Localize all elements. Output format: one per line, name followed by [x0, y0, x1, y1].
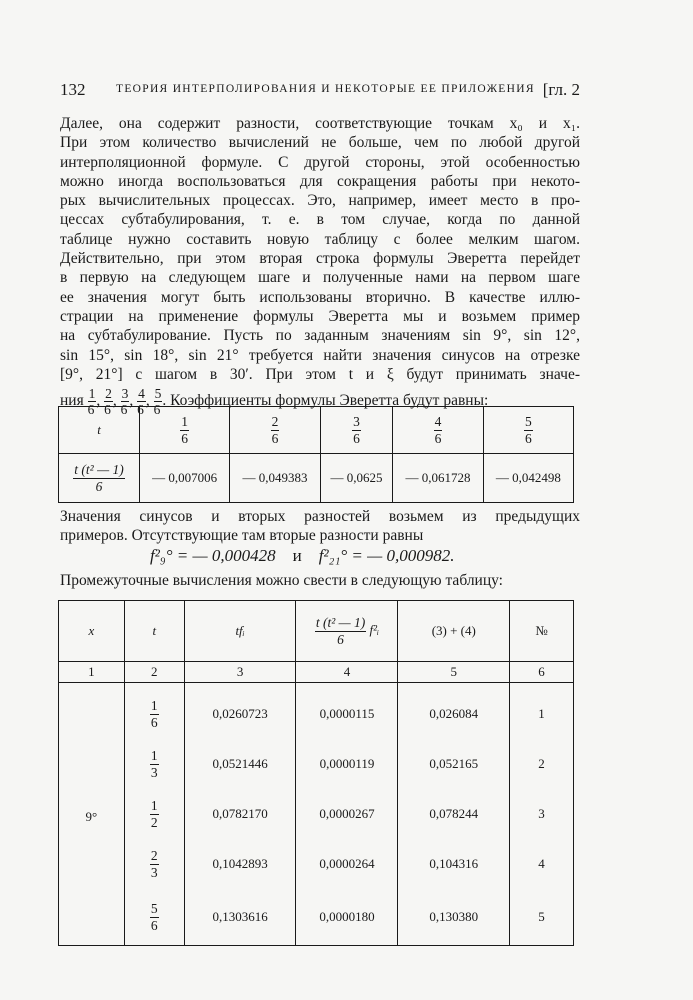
- table-cell: $\frac{\text{t (t² — 1)}}{6}$: [59, 454, 140, 503]
- c4-value: 0,0000180: [296, 889, 398, 946]
- text-line: рых вычислительных процессах. Это, например, имеет место в про-: [60, 192, 580, 210]
- table-row: [59, 454, 574, 503]
- text-line: Далее, она содержит разности, соответствующие точкам x₀ и x₁.: [60, 115, 580, 132]
- tf-value: 0,1303616: [184, 889, 296, 946]
- text-line: ее значения могут быть использованы вторично. В качестве иллю-: [60, 288, 580, 306]
- column-number-row: [59, 662, 574, 683]
- fraction: $\frac{2}{6}$: [104, 385, 112, 418]
- running-header: [60, 80, 580, 102]
- c4-value: 0,0000267: [296, 789, 398, 839]
- section-label: [гл. 2: [542, 80, 580, 99]
- table-row: [59, 407, 574, 454]
- c4-value: 0,0000119: [296, 739, 398, 789]
- table-cell: $\frac{5}{6}$: [483, 407, 573, 454]
- table-cell: $\frac{3}{6}$: [320, 407, 393, 454]
- x-value: 9°: [59, 683, 125, 946]
- c5-value: 0,104316: [398, 839, 510, 889]
- table-row: [59, 739, 574, 789]
- table-cell: — 0,049383: [230, 454, 320, 503]
- table-cell: — 0,007006: [140, 454, 230, 503]
- table-cell: — 0,061728: [393, 454, 483, 503]
- tf-value: 0,0521446: [184, 739, 296, 789]
- intermediate-calculations-table: [58, 600, 574, 946]
- tf-value: 0,0260723: [184, 683, 296, 740]
- text-line: примеров. Отсутствующие там вторые разности равны: [60, 527, 424, 545]
- text-suffix: . Коэффициенты формулы Эверетта будут равны:: [162, 392, 489, 410]
- c4-value: 0,0000115: [296, 683, 398, 740]
- table-cell: — 0,042498: [483, 454, 573, 503]
- tf-value: 0,0782170: [184, 789, 296, 839]
- header-x: x: [59, 601, 125, 662]
- tf-value: 0,1042893: [184, 839, 296, 889]
- text-line: [9°, 21°] с шагом в 30′. При этом t и ξ будут принимать значе-: [60, 365, 580, 383]
- t-value: $\frac{1}{2}$: [124, 789, 184, 839]
- col-number: 4: [296, 662, 398, 683]
- t-value: $\frac{1}{3}$: [124, 739, 184, 789]
- col-number: 1: [59, 662, 125, 683]
- header-c4: $\frac{\text{t (t² — 1)}}{6}$ f²ᵢ: [296, 601, 398, 662]
- row-number: 2: [510, 739, 574, 789]
- row-number: 5: [510, 889, 574, 946]
- text-line: на субтабулирование. Пусть по заданным значениям sin 9°, sin 12°,: [60, 327, 580, 345]
- text-line: в первую на следующем шаге и полученные нами на первом шаге: [60, 269, 580, 287]
- c5-value: 0,052165: [398, 739, 510, 789]
- table-cell: $\frac{1}{6}$: [140, 407, 230, 454]
- text-line: При этом количество вычислений не больше, чем по любой другой: [60, 134, 580, 152]
- table-row: [59, 683, 574, 740]
- t-value: $\frac{5}{6}$: [124, 889, 184, 946]
- c5-value: 0,130380: [398, 889, 510, 946]
- table-row: [59, 889, 574, 946]
- text-line: можно иногда воспользоваться для сокращения работы при некото-: [60, 172, 580, 190]
- t-value: $\frac{2}{3}$: [124, 839, 184, 889]
- table-cell: $\frac{2}{6}$: [230, 407, 320, 454]
- page-number: 132: [60, 80, 86, 99]
- text-line-fractions: ния $\frac{1}{6}$ , $\frac{2}{6}$ , $\frac{3}{6}$ , $\frac{4}{6}$ , $\frac{5}{6}$ . Коэффициенты формулы Эверетта будут равны:: [60, 385, 489, 418]
- text-line: таблице нужно составить новую таблицу с более мелким шагом.: [60, 230, 580, 248]
- header-tf: tfᵢ: [184, 601, 296, 662]
- everett-coefficients-table: [58, 406, 574, 503]
- c5-value: 0,026084: [398, 683, 510, 740]
- row-number: 4: [510, 839, 574, 889]
- header-t: t: [124, 601, 184, 662]
- table-cell: $\frac{4}{6}$: [393, 407, 483, 454]
- row-number: 3: [510, 789, 574, 839]
- table-cell: t: [59, 407, 140, 454]
- table-row: [59, 789, 574, 839]
- equation-left: f²₉° = — 0,000428: [150, 546, 276, 565]
- header-c5: (3) + (4): [398, 601, 510, 662]
- fraction: $\frac{1}{6}$: [87, 385, 96, 418]
- c4-value: 0,0000264: [296, 839, 398, 889]
- row-number: 1: [510, 683, 574, 740]
- equation-right: f²₂₁° = — 0,000982.: [318, 546, 455, 565]
- c5-value: 0,078244: [398, 789, 510, 839]
- text-prefix: ния: [60, 392, 84, 410]
- equation: [150, 546, 455, 566]
- running-title: ТЕОРИЯ ИНТЕРПОЛИРОВАНИЯ И НЕКОТОРЫЕ ЕЕ ПРИЛОЖЕНИЯ: [116, 83, 535, 95]
- table-header-row: [59, 601, 574, 662]
- text-line: цессах субтабулирования, т. е. в том случае, когда по данной: [60, 211, 580, 229]
- col-number: 5: [398, 662, 510, 683]
- fraction: $\frac{3}{6}$: [120, 385, 129, 418]
- col-number: 6: [510, 662, 574, 683]
- text-line: Значения синусов и вторых разностей возьмем из предыдущих: [60, 508, 580, 525]
- fraction: $\frac{4}{6}$: [137, 385, 145, 418]
- col-number: 2: [124, 662, 184, 683]
- paragraph-1: [60, 114, 580, 418]
- text-line: sin 15°, sin 18°, sin 21° требуется найти значения синусов на отрезке: [60, 346, 580, 364]
- col-number: 3: [184, 662, 296, 683]
- paragraph-3: Промежуточные вычисления можно свести в следующую таблицу:: [60, 572, 503, 589]
- fraction: $\frac{5}{6}$: [153, 385, 162, 418]
- table-cell: — 0,0625: [320, 454, 393, 503]
- paragraph-2: [60, 507, 580, 546]
- text-line: интерполяционной формуле. С другой стороны, этой особенностью: [60, 153, 580, 171]
- table-row: [59, 839, 574, 889]
- text-line: страции на применение формулы Эверетта мы и возьмем пример: [60, 307, 580, 325]
- t-value: $\frac{1}{6}$: [124, 683, 184, 740]
- equation-conjunction: и: [292, 546, 302, 565]
- text-line: Действительно, при этом вторая строка формулы Эверетта перейдет: [60, 250, 580, 268]
- header-c6: №: [510, 601, 574, 662]
